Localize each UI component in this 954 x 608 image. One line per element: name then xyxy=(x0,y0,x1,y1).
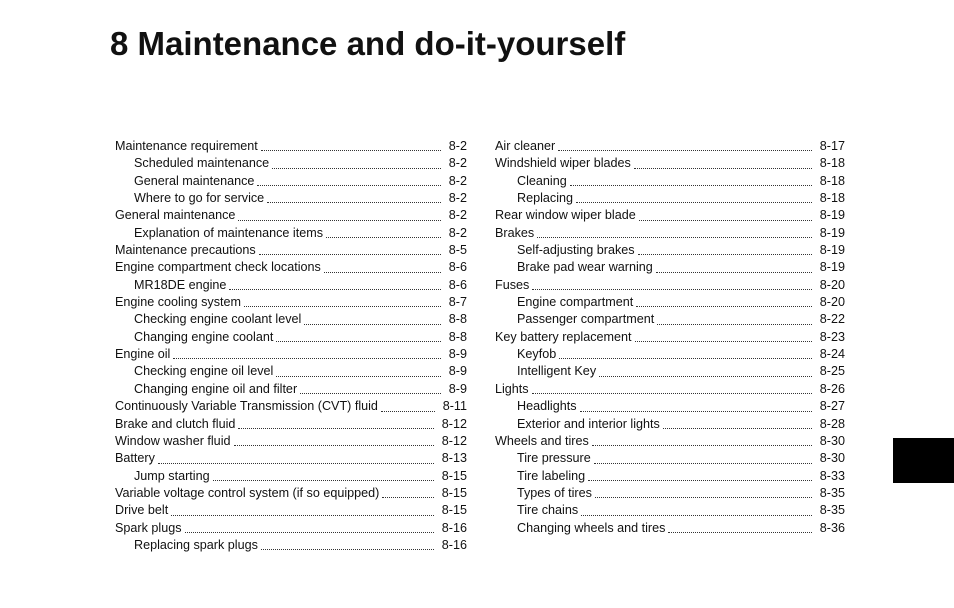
toc-entry-label: Passenger compartment xyxy=(517,312,655,327)
toc-entry-label: Keyfob xyxy=(517,347,557,362)
toc-entry-label: Changing engine coolant xyxy=(134,329,274,344)
toc-entry-label: Changing engine oil and filter xyxy=(134,381,298,396)
toc-subentry[interactable] xyxy=(495,450,845,467)
toc-entry-label: Brake and clutch fluid xyxy=(115,416,236,431)
toc-entry[interactable] xyxy=(115,416,467,433)
toc-entry-label: Headlights xyxy=(517,399,577,414)
toc-page-number: 8-12 xyxy=(441,416,467,431)
toc-subentry[interactable] xyxy=(495,398,845,415)
toc-page-number: 8-8 xyxy=(448,329,467,344)
toc-page-number: 8-27 xyxy=(819,399,845,414)
toc-page-number: 8-25 xyxy=(819,364,845,379)
toc-entry-label: Engine compartment xyxy=(517,295,634,310)
toc-entry-label: Air cleaner xyxy=(495,139,556,153)
toc-entry-label: Where to go for service xyxy=(134,191,265,206)
toc-dot-leader xyxy=(635,340,812,342)
toc-dot-leader xyxy=(238,427,433,429)
toc-page-number: 8-20 xyxy=(819,277,845,292)
toc-entry-label: Tire pressure xyxy=(517,451,591,466)
toc-page-number: 8-11 xyxy=(442,399,467,414)
toc-page-number: 8-9 xyxy=(448,364,467,379)
toc-page-number: 8-35 xyxy=(819,485,845,500)
toc-page-number: 8-15 xyxy=(441,485,467,500)
toc-dot-leader xyxy=(668,531,811,533)
toc-dot-leader xyxy=(381,410,435,412)
toc-dot-leader xyxy=(657,323,812,325)
toc-page-number: 8-2 xyxy=(448,173,467,188)
toc-subentry[interactable] xyxy=(115,468,467,485)
toc-dot-leader xyxy=(324,271,441,273)
toc-dot-leader xyxy=(244,305,441,307)
toc-page-number: 8-26 xyxy=(819,381,845,396)
toc-entry[interactable] xyxy=(115,259,467,276)
toc-entry-label: Fuses xyxy=(495,277,530,292)
toc-column-right xyxy=(495,138,845,537)
toc-page-number: 8-6 xyxy=(448,277,467,292)
toc-subentry[interactable] xyxy=(495,468,845,485)
toc-page-number: 8-9 xyxy=(448,347,467,362)
toc-subentry[interactable] xyxy=(495,294,845,311)
toc-page-number: 8-5 xyxy=(448,243,467,258)
toc-entry-label: Replacing xyxy=(517,191,574,206)
toc-dot-leader xyxy=(229,288,440,290)
toc-entry-label: Engine compartment check locations xyxy=(115,260,321,275)
toc-entry-label: Tire chains xyxy=(517,503,579,518)
toc-dot-leader xyxy=(595,496,812,498)
toc-entry-label: Tire labeling xyxy=(517,468,586,483)
toc-dot-leader xyxy=(588,479,812,481)
toc-page-number: 8-2 xyxy=(448,139,467,153)
toc-page-number: 8-2 xyxy=(448,208,467,223)
toc-entry-label: Brakes xyxy=(495,225,535,240)
toc-entry[interactable] xyxy=(115,294,467,311)
toc-page-number: 8-18 xyxy=(819,191,845,206)
toc-page-number: 8-28 xyxy=(819,416,845,431)
toc-entry[interactable] xyxy=(115,520,467,537)
toc-entry-label: General maintenance xyxy=(115,208,236,223)
toc-page-number: 8-20 xyxy=(819,295,845,310)
toc-page-number: 8-12 xyxy=(441,433,467,448)
toc-entry[interactable] xyxy=(495,138,845,155)
toc-page-number: 8-33 xyxy=(819,468,845,483)
toc-page-number: 8-2 xyxy=(448,225,467,240)
toc-subentry[interactable] xyxy=(495,190,845,207)
toc-entry[interactable] xyxy=(495,225,845,242)
toc-entry[interactable] xyxy=(115,242,467,259)
toc-page-number: 8-9 xyxy=(448,381,467,396)
toc-dot-leader xyxy=(276,340,440,342)
toc-entry[interactable] xyxy=(115,485,467,502)
toc-entry[interactable] xyxy=(495,433,845,450)
toc-entry-label: Spark plugs xyxy=(115,520,182,535)
toc-dot-leader xyxy=(634,167,812,169)
toc-entry-label: Drive belt xyxy=(115,503,169,518)
toc-entry[interactable] xyxy=(115,450,467,467)
toc-entry-label: Engine oil xyxy=(115,347,171,362)
toc-column-left xyxy=(115,138,467,554)
toc-entry[interactable] xyxy=(115,207,467,224)
toc-subentry[interactable] xyxy=(495,502,845,519)
toc-subentry[interactable] xyxy=(495,416,845,433)
toc-subentry[interactable] xyxy=(115,329,467,346)
toc-subentry[interactable] xyxy=(495,485,845,502)
toc-entry-label: Rear window wiper blade xyxy=(495,208,636,223)
toc-entry[interactable] xyxy=(115,398,467,415)
toc-dot-leader xyxy=(173,357,440,359)
toc-dot-leader xyxy=(594,462,812,464)
toc-subentry[interactable] xyxy=(495,311,845,328)
toc-dot-leader xyxy=(171,514,434,516)
toc-entry-label: Maintenance precautions xyxy=(115,243,256,258)
toc-dot-leader xyxy=(276,375,440,377)
toc-dot-leader xyxy=(580,410,812,412)
toc-entry-label: Window washer fluid xyxy=(115,433,231,448)
toc-subentry[interactable] xyxy=(115,537,467,554)
toc-entry[interactable] xyxy=(495,277,845,294)
toc-dot-leader xyxy=(158,462,434,464)
toc-dot-leader xyxy=(532,288,811,290)
toc-entry-label: Wheels and tires xyxy=(495,433,589,448)
toc-dot-leader xyxy=(300,392,441,394)
toc-entry[interactable] xyxy=(115,433,467,450)
toc-page-number: 8-7 xyxy=(448,295,467,310)
toc-dot-leader xyxy=(663,427,812,429)
toc-page-number: 8-8 xyxy=(448,312,467,327)
toc-page-number: 8-35 xyxy=(819,503,845,518)
toc-dot-leader xyxy=(234,444,434,446)
toc-entry-label: Intelligent Key xyxy=(517,364,597,379)
toc-entry-label: Checking engine coolant level xyxy=(134,312,302,327)
toc-dot-leader xyxy=(382,496,433,498)
toc-subentry[interactable] xyxy=(495,520,845,537)
toc-page-number: 8-19 xyxy=(819,243,845,258)
toc-entry-label: Engine cooling system xyxy=(115,295,242,310)
toc-page-number: 8-19 xyxy=(819,225,845,240)
toc-subentry[interactable] xyxy=(115,190,467,207)
toc-entry[interactable] xyxy=(115,138,467,155)
toc-dot-leader xyxy=(532,392,812,394)
toc-page-number: 8-6 xyxy=(448,260,467,275)
toc-dot-leader xyxy=(261,548,434,550)
toc-page-number: 8-23 xyxy=(819,329,845,344)
toc-subentry[interactable] xyxy=(115,155,467,172)
toc-entry-label: Continuously Variable Transmission (CVT) fluid xyxy=(115,399,378,414)
toc-entry-label: Key battery replacement xyxy=(495,329,632,344)
toc-entry[interactable] xyxy=(495,155,845,172)
toc-entry[interactable] xyxy=(495,329,845,346)
toc-dot-leader xyxy=(656,271,812,273)
toc-subentry[interactable] xyxy=(115,225,467,242)
toc-dot-leader xyxy=(326,236,441,238)
toc-page-number: 8-2 xyxy=(448,156,467,171)
toc-dot-leader xyxy=(238,219,440,221)
toc-page-number: 8-30 xyxy=(819,433,845,448)
toc-dot-leader xyxy=(576,201,812,203)
toc-entry-label: Battery xyxy=(115,451,155,466)
toc-subentry[interactable] xyxy=(495,173,845,190)
toc-entry-label: Self-adjusting brakes xyxy=(517,243,635,258)
toc-page-number: 8-18 xyxy=(819,173,845,188)
toc-dot-leader xyxy=(559,357,812,359)
toc-page-number: 8-16 xyxy=(441,537,467,552)
toc-dot-leader xyxy=(261,149,441,151)
chapter-tab-marker xyxy=(893,438,954,483)
toc-subentry[interactable] xyxy=(495,346,845,363)
toc-page-number: 8-30 xyxy=(819,451,845,466)
toc-dot-leader xyxy=(537,236,812,238)
toc-page-number: 8-15 xyxy=(441,503,467,518)
toc-subentry[interactable] xyxy=(495,242,845,259)
toc-subentry[interactable] xyxy=(495,363,845,380)
toc-entry-label: Lights xyxy=(495,381,529,396)
toc-dot-leader xyxy=(639,219,812,221)
toc-entry-label: Checking engine oil level xyxy=(134,364,274,379)
toc-entry[interactable] xyxy=(495,207,845,224)
toc-subentry[interactable] xyxy=(495,259,845,276)
toc-dot-leader xyxy=(257,184,440,186)
toc-dot-leader xyxy=(272,167,441,169)
toc-entry-label: Exterior and interior lights xyxy=(517,416,660,431)
toc-page-number: 8-16 xyxy=(441,520,467,535)
toc-page-number: 8-2 xyxy=(448,191,467,206)
toc-subentry[interactable] xyxy=(115,173,467,190)
toc-entry-label: General maintenance xyxy=(134,173,255,188)
toc-entry-label: Windshield wiper blades xyxy=(495,156,631,171)
toc-entry-label: Replacing spark plugs xyxy=(134,537,258,552)
toc-dot-leader xyxy=(592,444,812,446)
toc-entry-label: Types of tires xyxy=(517,485,592,500)
chapter-title: 8 Maintenance and do-it-yourself xyxy=(110,25,626,62)
toc-entry-label: Brake pad wear warning xyxy=(517,260,653,275)
toc-subentry[interactable] xyxy=(115,381,467,398)
toc-dot-leader xyxy=(570,184,812,186)
toc-dot-leader xyxy=(558,149,812,151)
toc-dot-leader xyxy=(259,253,441,255)
toc-entry-label: Cleaning xyxy=(517,173,567,188)
toc-page-number: 8-24 xyxy=(819,347,845,362)
toc-subentry[interactable] xyxy=(115,363,467,380)
toc-page-number: 8-18 xyxy=(819,156,845,171)
toc-entry-label: Scheduled maintenance xyxy=(134,156,270,171)
toc-page-number: 8-19 xyxy=(819,208,845,223)
toc-page-number: 8-36 xyxy=(819,520,845,535)
toc-subentry[interactable] xyxy=(115,311,467,328)
toc-page-number: 8-22 xyxy=(819,312,845,327)
toc-entry-label: Variable voltage control system (if so equipped) xyxy=(115,485,380,500)
toc-dot-leader xyxy=(599,375,812,377)
toc-dot-leader xyxy=(581,514,812,516)
toc-entry[interactable] xyxy=(495,381,845,398)
toc-page-number: 8-17 xyxy=(819,139,845,153)
toc-page-number: 8-15 xyxy=(441,468,467,483)
toc-dot-leader xyxy=(267,201,441,203)
toc-entry-label: Explanation of maintenance items xyxy=(134,225,324,240)
toc-dot-leader xyxy=(213,479,434,481)
toc-entry-label: Maintenance requirement xyxy=(115,139,258,153)
toc-dot-leader xyxy=(638,253,812,255)
toc-entry[interactable] xyxy=(115,346,467,363)
toc-dot-leader xyxy=(304,323,440,325)
toc-page-number: 8-19 xyxy=(819,260,845,275)
toc-entry-label: MR18DE engine xyxy=(134,277,227,292)
toc-entry-label: Jump starting xyxy=(134,468,210,483)
toc-entry[interactable] xyxy=(115,502,467,519)
toc-subentry[interactable] xyxy=(115,277,467,294)
toc-entry-label: Changing wheels and tires xyxy=(517,520,666,535)
toc-dot-leader xyxy=(185,531,434,533)
toc-dot-leader xyxy=(636,305,812,307)
toc-page-number: 8-13 xyxy=(441,451,467,466)
